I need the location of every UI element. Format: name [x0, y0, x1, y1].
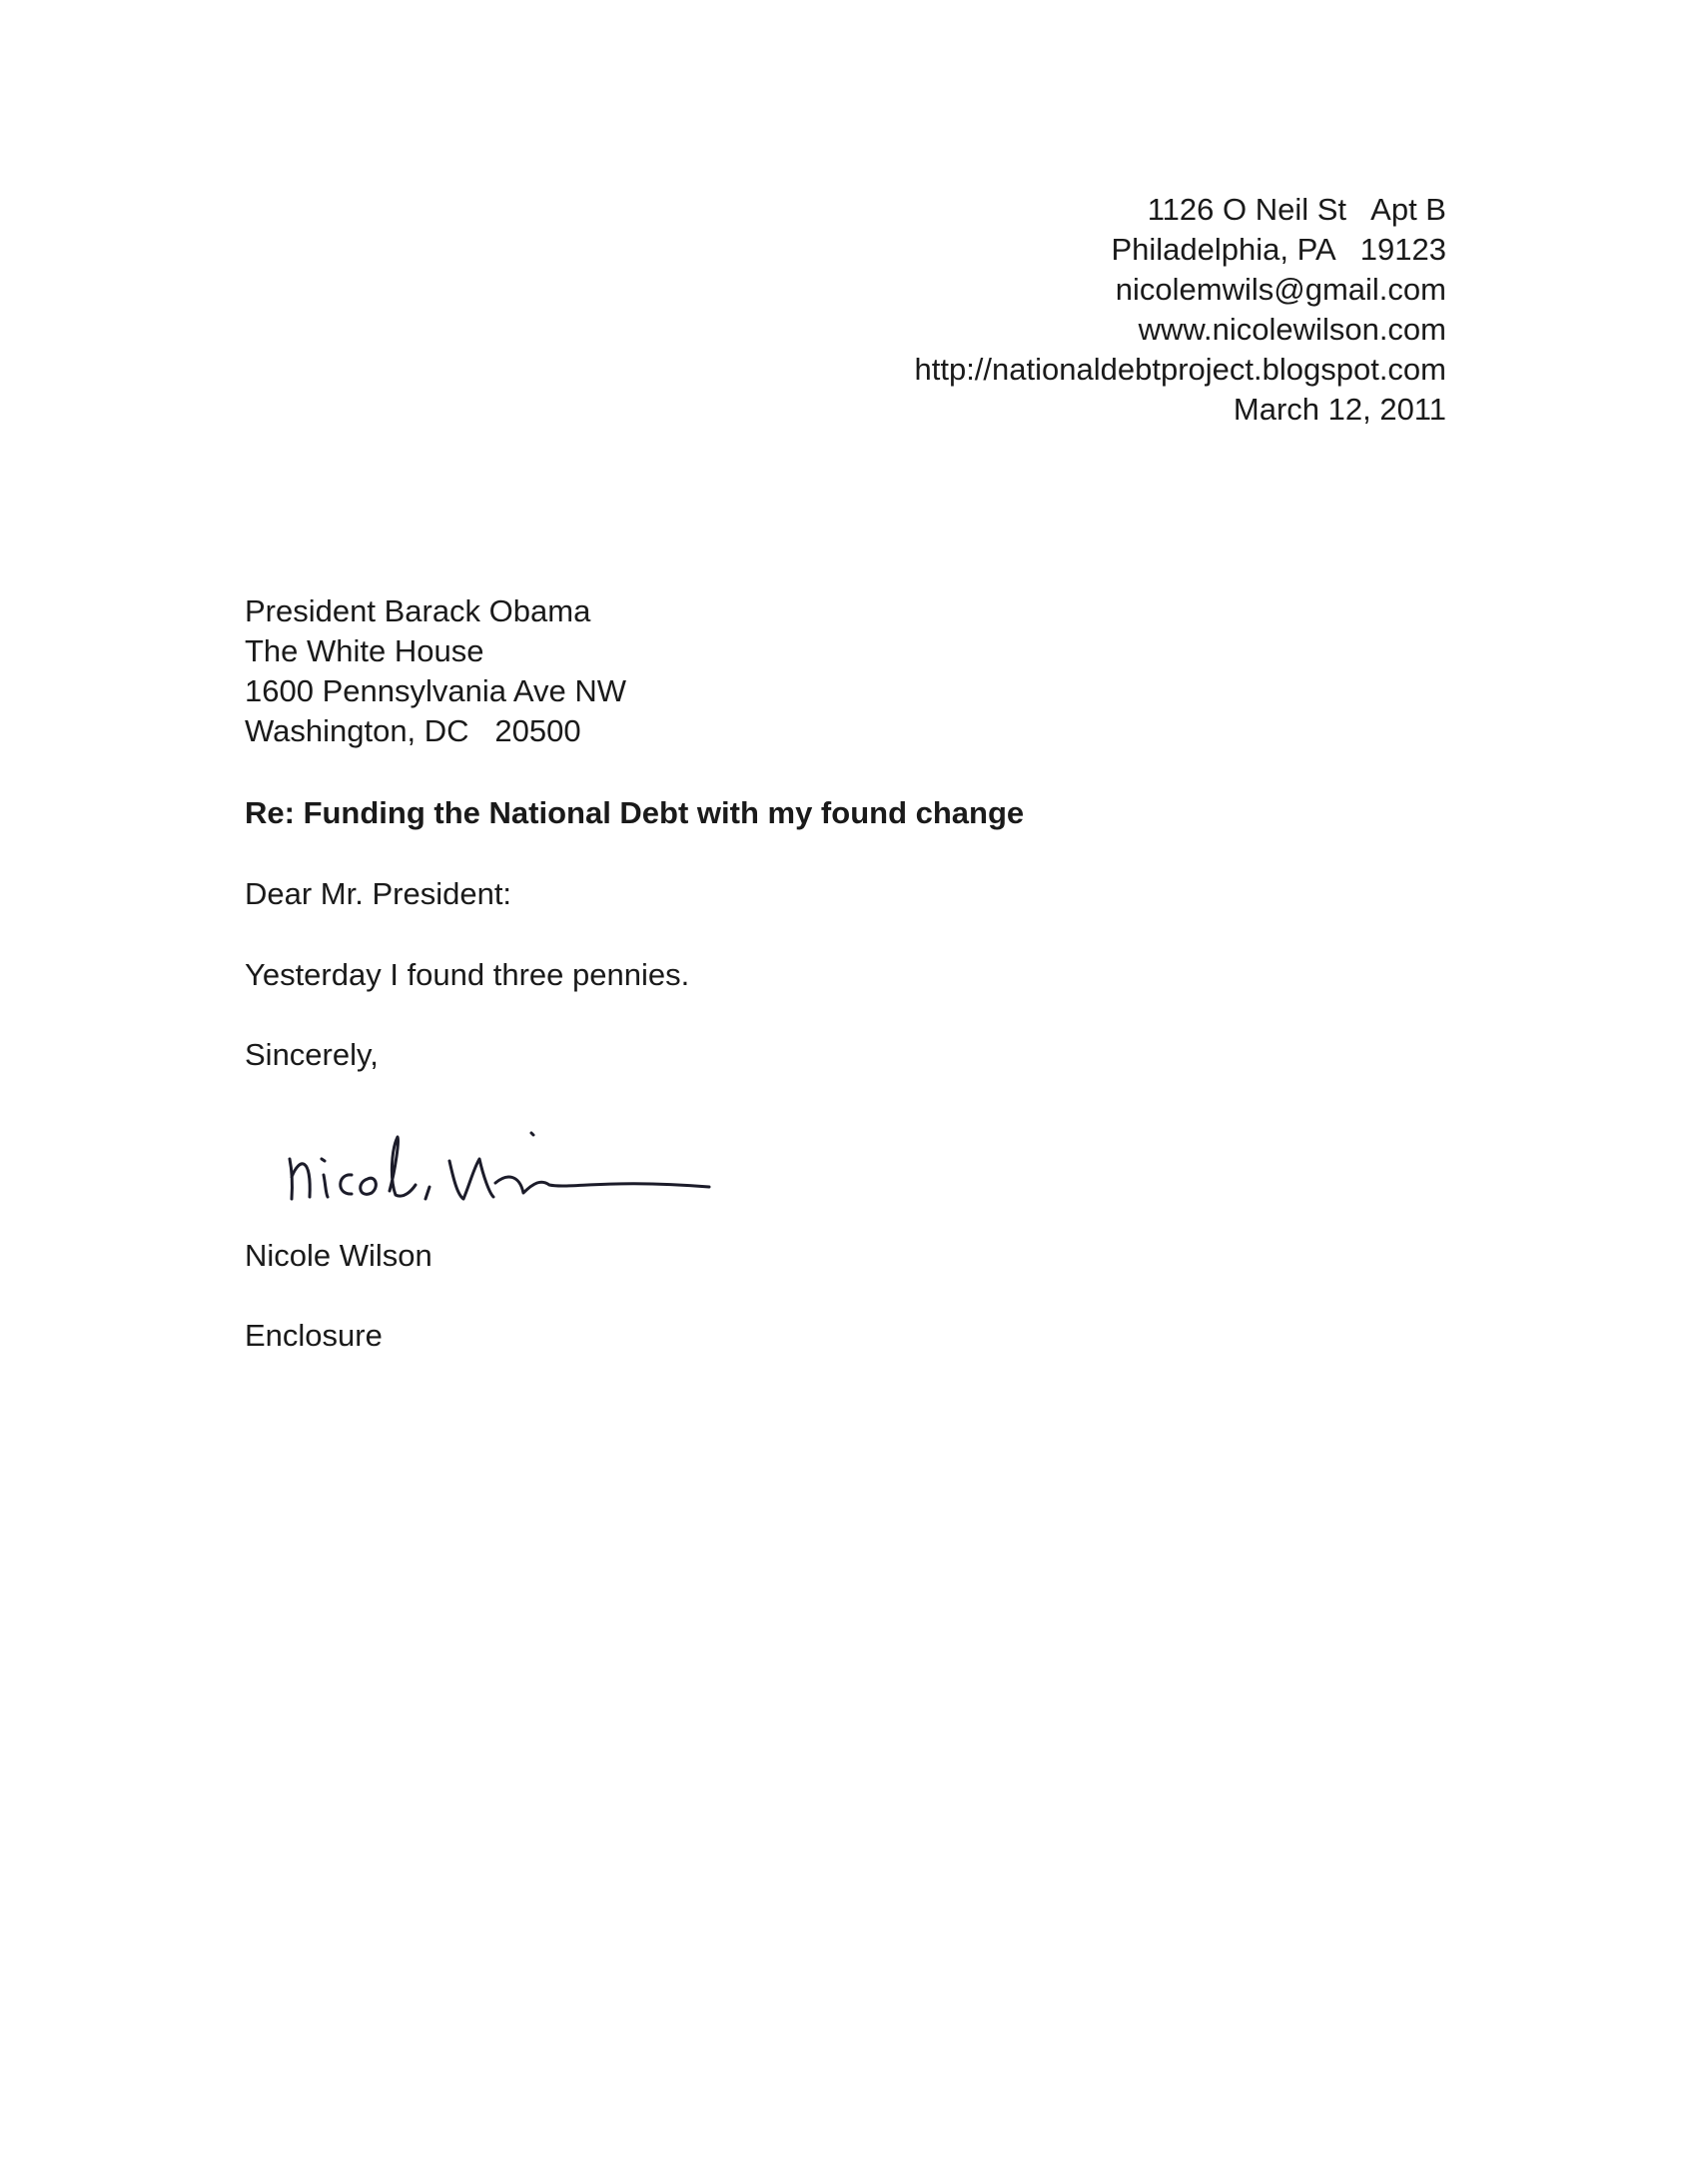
handwritten-signature	[280, 1099, 729, 1209]
recipient-city-state-zip: Washington, DC 20500	[245, 713, 581, 748]
sender-blog-url: http://nationaldebtproject.blogspot.com	[914, 352, 1446, 387]
sender-website: www.nicolewilson.com	[1138, 312, 1446, 347]
complimentary-closing: Sincerely,	[245, 1037, 379, 1072]
recipient-name: President Barack Obama	[245, 593, 591, 628]
enclosure-notation: Enclosure	[245, 1318, 383, 1353]
recipient-address-block	[245, 591, 626, 751]
subject-line: Re: Funding the National Debt with my found change	[245, 795, 1025, 830]
sender-email: nicolemwils@gmail.com	[1115, 272, 1446, 307]
sender-street: 1126 O Neil St Apt B	[1147, 192, 1446, 227]
sender-city-state-zip: Philadelphia, PA 19123	[1111, 232, 1446, 267]
signer-name: Nicole Wilson	[245, 1238, 432, 1273]
recipient-organization: The White House	[245, 633, 484, 668]
letter-date: March 12, 2011	[1233, 392, 1446, 427]
letter-body: Yesterday I found three pennies.	[245, 957, 690, 992]
recipient-street: 1600 Pennsylvania Ave NW	[245, 673, 626, 708]
sender-address-block	[914, 190, 1446, 430]
salutation: Dear Mr. President:	[245, 876, 512, 911]
